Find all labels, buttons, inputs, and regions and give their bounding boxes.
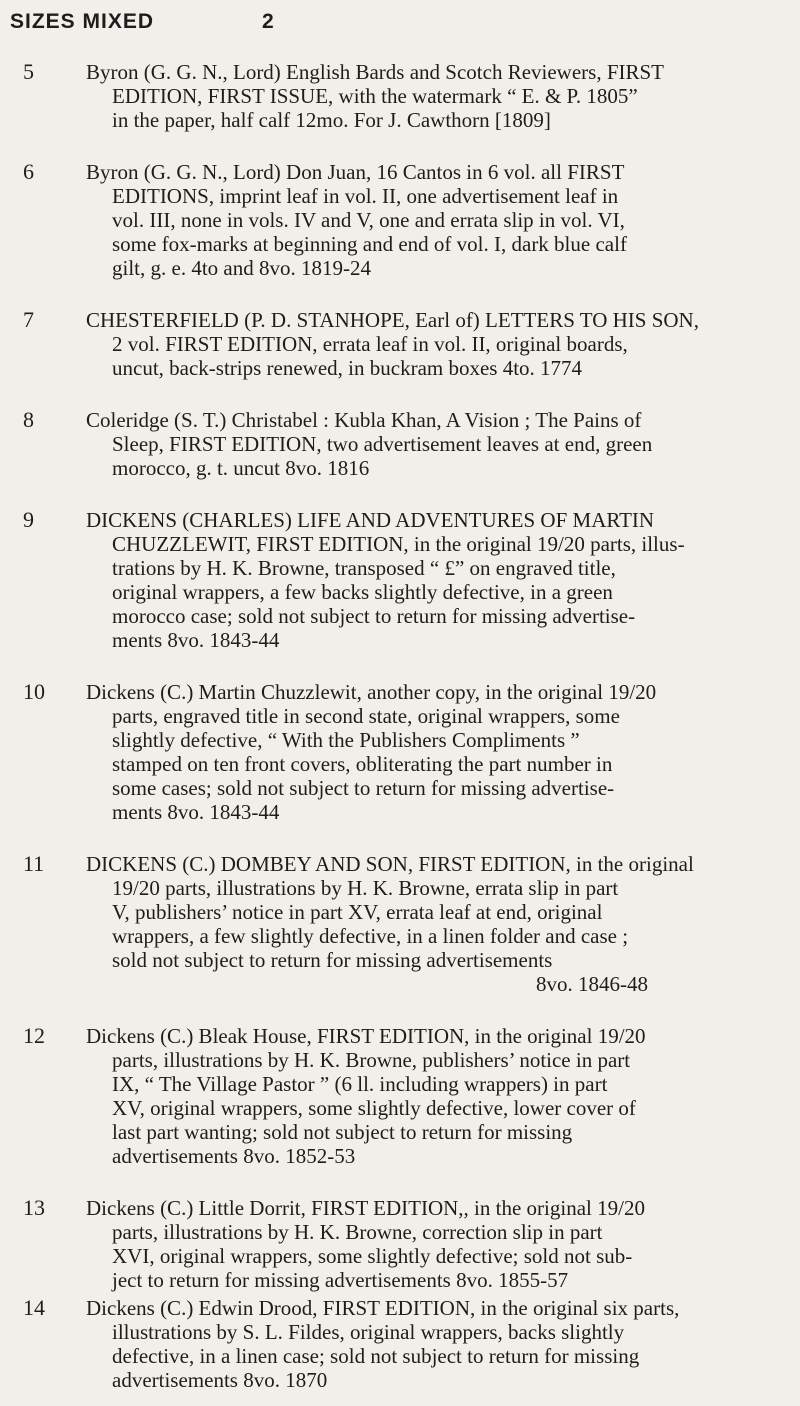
lot-line: ments 8vo. 1843-44 [112, 628, 280, 652]
lot-description [86, 852, 786, 996]
lot-number: 8 [23, 407, 34, 432]
lot-number: 6 [23, 159, 34, 184]
lot-line: wrappers, a few slightly defective, in a linen folder and case ; [112, 924, 629, 948]
lot-line: Dickens (C.) Little Dorrit, FIRST EDITION,, in the original 19/20 [86, 1196, 645, 1220]
lot-line: Dickens (C.) Bleak House, FIRST EDITION, in the original 19/20 [86, 1024, 646, 1048]
lot-line: Byron (G. G. N., Lord) Don Juan, 16 Cantos in 6 vol. all FIRST [86, 160, 625, 184]
page-number: 2 [262, 10, 274, 33]
lot-line: parts, illustrations by H. K. Browne, correction slip in part [112, 1220, 603, 1244]
lot-description [86, 308, 786, 380]
lot-description [86, 1024, 786, 1168]
lot-line: original wrappers, a few backs slightly defective, in a green [112, 580, 613, 604]
lot-line: advertisements 8vo. 1870 [112, 1368, 328, 1392]
lot-number: 12 [23, 1023, 45, 1048]
lot-line: parts, engraved title in second state, original wrappers, some [112, 704, 620, 728]
lot-description [86, 1296, 786, 1392]
lot-line: Byron (G. G. N., Lord) English Bards and Scotch Reviewers, FIRST [86, 60, 665, 84]
lot-line: IX, “ The Village Pastor ” (6 ll. including wrappers) in part [112, 1072, 608, 1096]
lot-description [86, 408, 786, 480]
lot-number: 10 [23, 679, 45, 704]
lot-description [86, 160, 786, 280]
lot-line: DICKENS (C.) DOMBEY AND SON, FIRST EDITION, in the original [86, 852, 694, 876]
lot-line: ject to return for missing advertisements 8vo. 1855-57 [112, 1268, 569, 1292]
lot-line: vol. III, none in vols. IV and V, one and errata slip in vol. VI, [112, 208, 625, 232]
lot-number: 7 [23, 307, 34, 332]
lot-line: trations by H. K. Browne, transposed “ £” on engraved title, [112, 556, 616, 580]
lot-line: 8vo. 1846-48 [536, 972, 648, 996]
lot-line: Dickens (C.) Edwin Drood, FIRST EDITION, in the original six parts, [86, 1296, 680, 1320]
lot-line: Coleridge (S. T.) Christabel : Kubla Khan, A Vision ; The Pains of [86, 408, 642, 432]
lot-line: CHESTERFIELD (P. D. STANHOPE, Earl of) LETTERS TO HIS SON, [86, 308, 699, 332]
lot-line: V, publishers’ notice in part XV, errata leaf at end, original [112, 900, 603, 924]
lot-line: morocco case; sold not subject to return for missing advertise- [112, 604, 636, 628]
lot-line: EDITION, FIRST ISSUE, with the watermark “ E. & P. 1805” [112, 84, 638, 108]
lot-line: morocco, g. t. uncut 8vo. 1816 [112, 456, 370, 480]
lot-number: 13 [23, 1195, 45, 1220]
lot-line: EDITIONS, imprint leaf in vol. II, one advertisement leaf in [112, 184, 619, 208]
lot-line: parts, illustrations by H. K. Browne, publishers’ notice in part [112, 1048, 631, 1072]
lot-line: XV, original wrappers, some slightly defective, lower cover of [112, 1096, 636, 1120]
lot-line: defective, in a linen case; sold not subject to return for missing [112, 1344, 640, 1368]
lot-line: 2 vol. FIRST EDITION, errata leaf in vol. II, original boards, [112, 332, 628, 356]
section-title: SIZES MIXED [10, 10, 155, 33]
lot-line: some cases; sold not subject to return for missing advertise- [112, 776, 615, 800]
page-header [0, 10, 800, 46]
lot-line: advertisements 8vo. 1852-53 [112, 1144, 356, 1168]
lot-line: gilt, g. e. 4to and 8vo. 1819-24 [112, 256, 371, 280]
lot-number: 14 [23, 1295, 45, 1320]
lot-line: some fox-marks at beginning and end of vol. I, dark blue calf [112, 232, 627, 256]
lot-line: Dickens (C.) Martin Chuzzlewit, another copy, in the original 19/20 [86, 680, 657, 704]
lot-description [86, 60, 786, 132]
lot-number: 5 [23, 59, 34, 84]
lot-line: slightly defective, “ With the Publishers Compliments ” [112, 728, 580, 752]
lot-line: sold not subject to return for missing advertisements [112, 948, 553, 972]
lot-number: 11 [23, 851, 45, 876]
lot-line: illustrations by S. L. Fildes, original wrappers, backs slightly [112, 1320, 625, 1344]
lot-line: ments 8vo. 1843-44 [112, 800, 280, 824]
lot-line: DICKENS (CHARLES) LIFE AND ADVENTURES OF MARTIN [86, 508, 655, 532]
lot-description [86, 680, 786, 824]
lot-number: 9 [23, 507, 34, 532]
lot-line: stamped on ten front covers, obliterating the part number in [112, 752, 613, 776]
lot-line: 19/20 parts, illustrations by H. K. Browne, errata slip in part [112, 876, 619, 900]
lot-line: CHUZZLEWIT, FIRST EDITION, in the original 19/20 parts, illus- [112, 532, 685, 556]
lot-line: last part wanting; sold not subject to return for missing [112, 1120, 573, 1144]
lot-line: in the paper, half calf 12mo. For J. Cawthorn [1809] [112, 108, 551, 132]
lot-line: uncut, back-strips renewed, in buckram boxes 4to. 1774 [112, 356, 583, 380]
lot-description [86, 1196, 786, 1292]
lot-description [86, 508, 786, 652]
lot-line: XVI, original wrappers, some slightly defective; sold not sub- [112, 1244, 633, 1268]
lot-line: Sleep, FIRST EDITION, two advertisement leaves at end, green [112, 432, 653, 456]
